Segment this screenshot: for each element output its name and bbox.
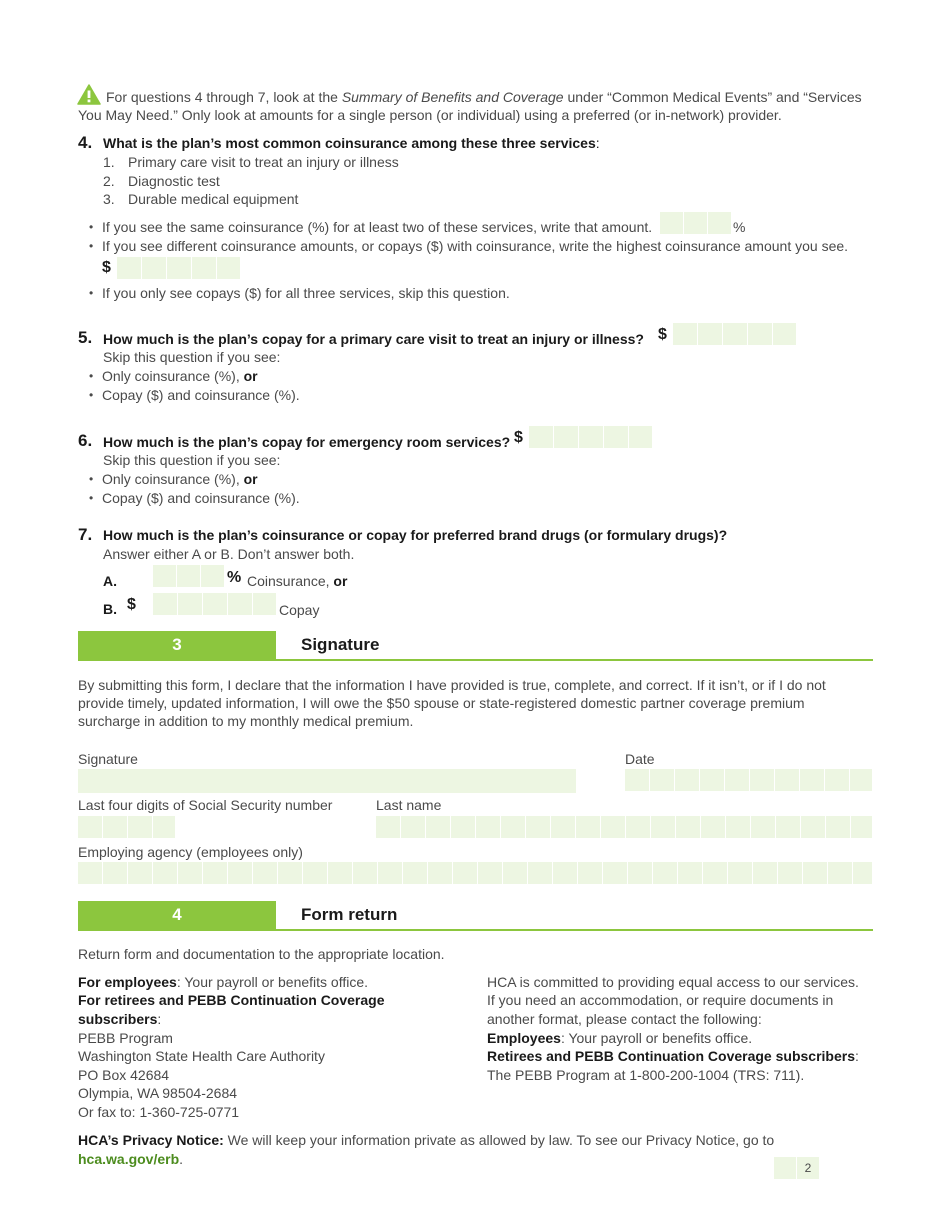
intro-post: under “Common Medical Events” and “Services bbox=[563, 89, 862, 105]
q5-number: 5. bbox=[78, 328, 93, 347]
address-fax: Or fax to: 1-360-725-0771 bbox=[78, 1104, 240, 1120]
q7-number: 7. bbox=[78, 525, 93, 544]
q6-dollar-sign: $ bbox=[514, 429, 523, 446]
q6-skip: Skip this question if you see: bbox=[103, 452, 281, 468]
return-intro: Return form and documentation to the appropriate location. bbox=[78, 946, 445, 962]
q6-number: 6. bbox=[78, 431, 93, 450]
q7-copay-input[interactable] bbox=[153, 593, 277, 615]
section-3-title: Signature bbox=[301, 635, 380, 654]
section-4-header bbox=[78, 901, 873, 931]
q7-question: How much is the plan’s coinsurance or copay for preferred brand drugs (or formulary drugs)? bbox=[103, 527, 728, 543]
privacy-notice bbox=[78, 1131, 774, 1150]
privacy-link-line bbox=[78, 1150, 183, 1169]
privacy-text: We will keep your information private as allowed by law. To see our Privacy Notice, go to bbox=[223, 1132, 775, 1148]
signature-label: Signature bbox=[78, 751, 138, 767]
privacy-period: . bbox=[179, 1151, 184, 1167]
q5-bullet-1 bbox=[102, 367, 258, 386]
q4-item-3: Durable medical equipment bbox=[128, 191, 299, 207]
warning-icon bbox=[77, 84, 101, 105]
address-line-1: PEBB Program bbox=[78, 1030, 173, 1046]
q4-item-1: Primary care visit to treat an injury or illness bbox=[128, 154, 399, 170]
access-retirees-contact: The PEBB Program at 1-800-200-1004 (TRS: 711). bbox=[487, 1067, 805, 1083]
return-retirees-colon: : bbox=[157, 1011, 162, 1027]
intro-pre: For questions 4 through 7, look at the bbox=[106, 89, 342, 105]
q6-copay-input[interactable] bbox=[529, 426, 653, 448]
q4-question-text: What is the plan’s most common coinsurance among these three services bbox=[103, 135, 596, 151]
access-retirees-bold: Retirees and PEBB Continuation Coverage subscribers bbox=[487, 1048, 855, 1064]
q7-or: or bbox=[333, 573, 348, 589]
q4-colon: : bbox=[595, 135, 600, 151]
q4-question bbox=[103, 135, 600, 151]
declaration-line-2: provide timely, updated information, I will owe the $50 spouse or state-registered domestic partner coverage premium bbox=[78, 695, 805, 711]
access-line-2: If you need an accommodation, or require documents in bbox=[487, 992, 834, 1008]
section-4-title: Form return bbox=[301, 905, 398, 924]
agency-label: Employing agency (employees only) bbox=[78, 844, 303, 860]
page-number: 2 bbox=[804, 1161, 812, 1175]
q4-bullet-2: • If you see different coinsurance amounts, or copays ($) with coinsurance, write the highest coinsurance amount you see. bbox=[102, 237, 848, 256]
address-line-2: Washington State Health Care Authority bbox=[78, 1048, 325, 1064]
ssn-input[interactable] bbox=[78, 816, 176, 838]
section-3-number: 3 bbox=[78, 631, 276, 659]
q7-coinsurance-label: Coinsurance, bbox=[247, 573, 334, 589]
intro-line-2: You May Need.” Only look at amounts for a single person (or individual) using a preferred (or in-network) provider. bbox=[78, 107, 782, 123]
q5-dollar-sign: $ bbox=[658, 326, 667, 343]
q5-copay-input[interactable] bbox=[673, 323, 797, 345]
q4-percent-input[interactable] bbox=[660, 212, 732, 234]
q7-b-label: B. bbox=[103, 601, 117, 617]
page-number-tab bbox=[774, 1157, 796, 1179]
q4-bullet-3: • If you only see copays ($) for all three services, skip this question. bbox=[102, 284, 510, 303]
return-employees-bold: For employees bbox=[78, 974, 177, 990]
q5-bullet-1-text: Only coinsurance (%), bbox=[102, 368, 244, 384]
access-retirees bbox=[487, 1047, 859, 1066]
q7-percent-sign: % bbox=[227, 569, 242, 586]
return-employees-text: : Your payroll or benefits office. bbox=[176, 974, 369, 990]
q4-dollar-sign: $ bbox=[102, 259, 111, 276]
access-retirees-colon: : bbox=[854, 1048, 859, 1064]
date-input[interactable] bbox=[625, 769, 873, 791]
access-employees-bold: Employees bbox=[487, 1030, 561, 1046]
return-retirees-line-2 bbox=[78, 1010, 161, 1029]
q7-answer-note: Answer either A or B. Don’t answer both. bbox=[103, 546, 355, 562]
access-employees bbox=[487, 1029, 752, 1048]
address-line-3: PO Box 42684 bbox=[78, 1067, 170, 1083]
q7-coinsurance-input[interactable] bbox=[153, 565, 225, 587]
q4-dollar-input[interactable] bbox=[117, 257, 241, 279]
date-label: Date bbox=[625, 751, 655, 767]
intro-italic: Summary of Benefits and Coverage bbox=[341, 89, 564, 105]
q4-item-1-num: 1. bbox=[103, 154, 115, 170]
q5-skip: Skip this question if you see: bbox=[103, 349, 281, 365]
q5-question: How much is the plan’s copay for a primary care visit to treat an injury or illness? bbox=[103, 331, 644, 347]
access-employees-text: : Your payroll or benefits office. bbox=[560, 1030, 753, 1046]
q4-bullet-1: • If you see the same coinsurance (%) for at least two of these services, write that amount. bbox=[102, 218, 652, 237]
q4-item-3-num: 3. bbox=[103, 191, 115, 207]
q4-number: 4. bbox=[78, 133, 93, 152]
q4-item-2: Diagnostic test bbox=[128, 173, 220, 189]
q6-bullet-1-text: Only coinsurance (%), bbox=[102, 471, 244, 487]
q6-or: or bbox=[243, 471, 258, 487]
lastname-input[interactable] bbox=[376, 816, 873, 838]
return-retirees-line-1: For retirees and PEBB Continuation Coverage bbox=[78, 992, 385, 1008]
return-employees bbox=[78, 973, 368, 992]
address-line-4: Olympia, WA 98504-2684 bbox=[78, 1085, 238, 1101]
signature-field[interactable] bbox=[78, 769, 576, 793]
q4-percent-sign: % bbox=[733, 219, 746, 235]
access-line-1: HCA is committed to providing equal access to our services. bbox=[487, 974, 859, 990]
q6-question: How much is the plan’s copay for emergency room services? bbox=[103, 434, 511, 450]
agency-input[interactable] bbox=[78, 862, 873, 884]
declaration-line-3: surcharge in addition to my monthly medical premium. bbox=[78, 713, 414, 729]
q5-bullet-2: • Copay ($) and coinsurance (%). bbox=[102, 386, 300, 405]
declaration-line-1: By submitting this form, I declare that the information I have provided is true, complete, and correct. If it isn’t, or if I do not bbox=[78, 677, 826, 693]
q7-a-label: A. bbox=[103, 573, 117, 589]
q7-dollar-sign: $ bbox=[127, 596, 136, 613]
q5-or: or bbox=[243, 368, 258, 384]
privacy-link[interactable]: hca.wa.gov/erb bbox=[78, 1151, 180, 1167]
q7-a-text bbox=[247, 572, 347, 591]
q6-bullet-2: • Copay ($) and coinsurance (%). bbox=[102, 489, 300, 508]
section-4-number: 4 bbox=[78, 901, 276, 929]
return-retirees-bold: subscribers bbox=[78, 1011, 158, 1027]
lastname-label: Last name bbox=[376, 797, 442, 813]
q7-copay-label: Copay bbox=[279, 602, 320, 618]
q4-item-2-num: 2. bbox=[103, 173, 115, 189]
access-line-3: another format, please contact the following: bbox=[487, 1011, 762, 1027]
section-3-header bbox=[78, 631, 873, 661]
q6-bullet-1 bbox=[102, 470, 258, 489]
privacy-bold: HCA’s Privacy Notice: bbox=[78, 1132, 224, 1148]
intro-line-1 bbox=[106, 88, 862, 107]
ssn-label: Last four digits of Social Security number bbox=[78, 797, 333, 813]
